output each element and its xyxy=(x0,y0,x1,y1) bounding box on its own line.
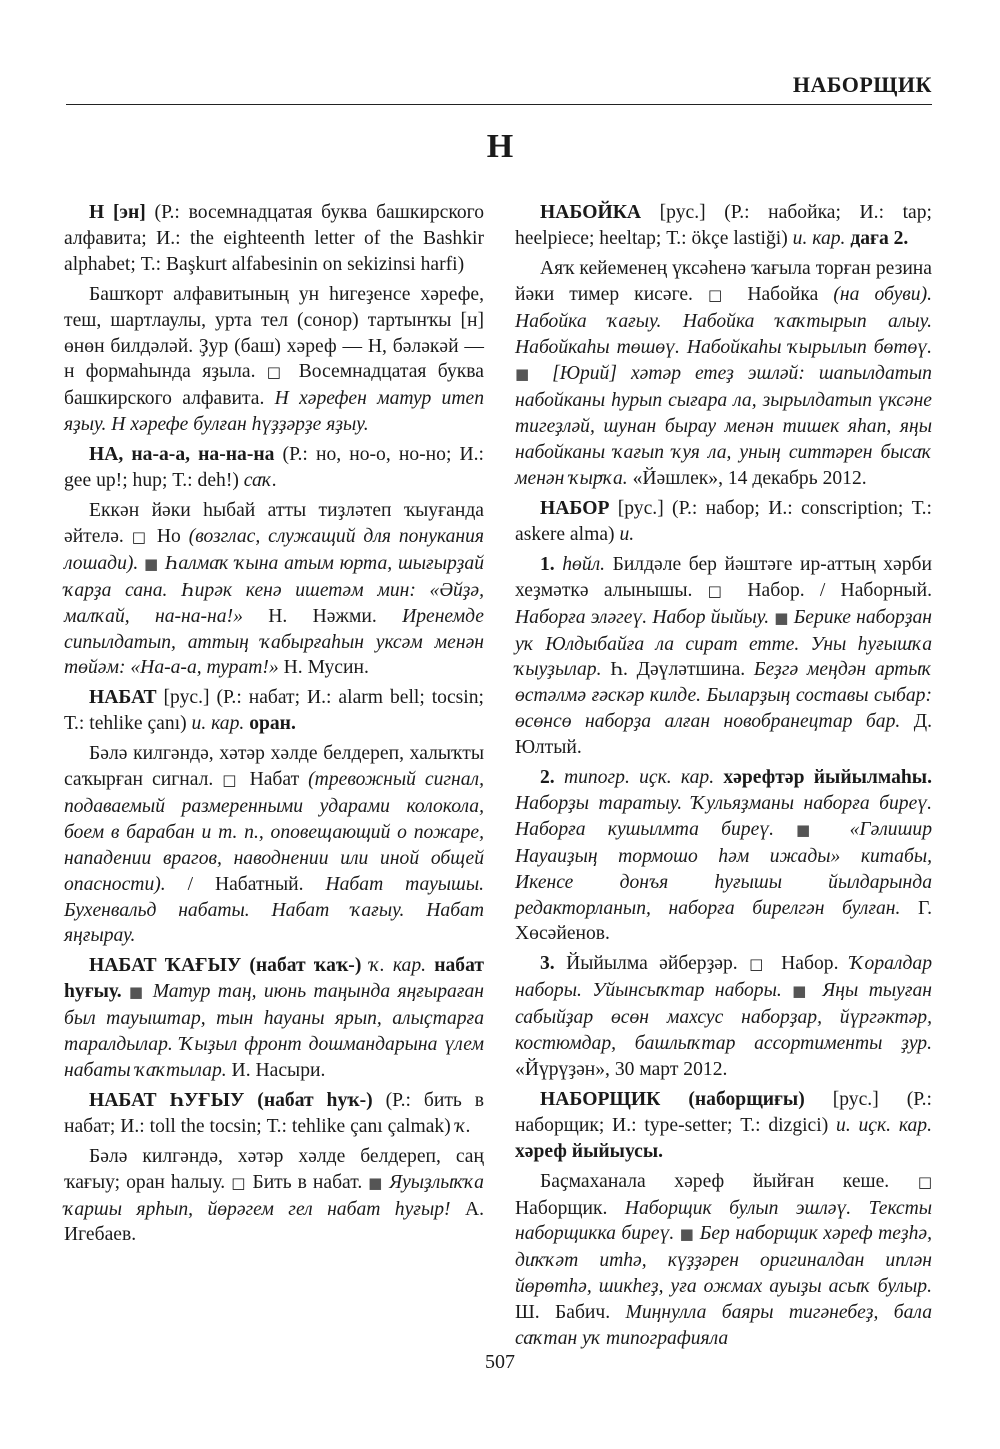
italic-text: Иренемде сипылдатып, аттың ҡабырғаһын уксәм менән төйәм: «На-а-а, турат!» xyxy=(64,605,484,679)
text-run: Һ. Дәүләтшина. xyxy=(601,659,754,681)
filled-square-marker-icon: ■ xyxy=(515,365,553,384)
text-run: Восемнадцатая буква башкирского алфавита. xyxy=(64,361,484,410)
italic-text: Беҙгә меңдән артыҡ өстәлмә ғәскәр килде. Быларҙың составы сыбар: өсөнсө наборҙа алған новобранецтар бар. xyxy=(515,659,932,733)
square-marker-icon: □ xyxy=(231,1173,247,1192)
text-run: Билдәле бер йәштәге ир-аттың хәрби хеҙмәткә алынышы. xyxy=(515,553,932,601)
text-run: Ш. Бабич. xyxy=(515,1302,626,1324)
headword-text: НАБАТ ҺУҒЫУ (набат һуҡ-) xyxy=(89,1089,373,1111)
headword-text: 2. xyxy=(540,767,555,789)
italic-text: [Юрий] хәтәр етеҙ эшләй: шапылдатып набойканы һурып сығара ла, зырылдатып үксәне тигеҙләй, шунан бырау менән тишек яһап, яңы набойканы ҡағып ҡуя ла, уның ситтәрен бысаҡ менән ҡырҡа. xyxy=(515,363,932,490)
square-marker-icon: □ xyxy=(707,581,733,600)
italic-text: һөйл. xyxy=(562,553,606,575)
entry-nabat xyxy=(64,685,484,737)
italic-text: (возглас, служащий для понукания лошади). xyxy=(64,525,484,574)
headword-text: НАБОРЩИК (наборщиғы) xyxy=(540,1088,805,1110)
italic-text: ҡ. кар. xyxy=(369,955,427,977)
italic-text: Яуыҙлыҡҡа ҡаршы ярһып, йөрәгем гел набат һуғыр! xyxy=(64,1171,484,1220)
text-run: Набор. xyxy=(769,953,850,975)
nabor-sense-2 xyxy=(515,765,932,947)
text-run: Н. Нәжми. xyxy=(242,605,403,627)
text-run: (Р.: восемнадцатая буква башкирского алфавита; И.: the eighteenth letter of the Bashkir alphabet; Т.: Başkurt alfabesinin on sekizinsi harfi) xyxy=(64,202,484,275)
running-head: НАБОРЩИК xyxy=(792,72,932,97)
headword-text: НАБОЙКА xyxy=(540,202,642,223)
square-marker-icon: □ xyxy=(266,363,288,382)
entry-naboyka xyxy=(515,200,932,252)
italic-text: Берике наборҙан уҡ Юлдыбайға ла сират етте. Уны һуғышҡа ҡыуҙылар. xyxy=(515,606,932,681)
entry-nabat-hugyu xyxy=(64,1088,484,1140)
headword-text: хәрефтәр йыйылмаһы. xyxy=(714,767,933,789)
italic-text: (на обуви). Набойка ҡағыу. Набойка ҡаҡтырып алыу. Набойкаһы төшөү. Набойкаһы ҡырылып бөтөү. xyxy=(515,283,932,358)
filled-square-marker-icon: ■ xyxy=(769,608,794,627)
headword-text: НАБОР xyxy=(540,497,610,519)
text-run: «Йәшлек», 14 декабрь 2012. xyxy=(627,468,867,490)
text-run: Набор. / Наборный. xyxy=(732,579,932,601)
text-run: Но xyxy=(148,525,189,547)
headword-text: НА, на-а-а, на-на-на xyxy=(89,444,275,466)
right-column xyxy=(515,198,932,1356)
square-marker-icon: □ xyxy=(131,527,149,546)
text-run: Башҡорт алфавитының ун һигеҙенсе хәрефе, теш, шартлаулы, урта тел (сонор) тартынҡы [н] өнөн билдәләй. Ҙур (баш) хәреф — Н, бәләкәй — н формаһында яҙыла. xyxy=(64,283,484,383)
italic-text: и. xyxy=(619,523,635,545)
definition-nabat-hugyu xyxy=(64,1144,484,1249)
entry-naborshchik xyxy=(515,1087,932,1165)
headword-text: набат һуғыу. xyxy=(64,955,484,1003)
text-run: [рус.] (Р.: набойка; И.: tap; heelpiece; heeltap; Т.: ökçe lastiği) xyxy=(515,202,932,249)
text-run: Еккән йәки һыбай атты тиҙләтеп ҡыуғанда әйтелә. xyxy=(64,499,484,547)
italic-text: Наборҙы таратыу. Ҡульяҙманы наборға биреү. Наборға кушылмта биреү. xyxy=(515,792,932,840)
entry-nabat-kagyu xyxy=(64,953,484,1084)
text-run: Бәлә килгәндә, хәтәр хәлде белдереп, халыҡты саҡырған сигнал. xyxy=(64,743,484,791)
filled-square-marker-icon: ■ xyxy=(362,1173,390,1192)
text-run: [рус.] (Р.: набор; И.: conscription; Т.: askere alma) xyxy=(515,497,932,545)
text-run: Набат xyxy=(240,769,309,791)
square-marker-icon: □ xyxy=(749,955,770,974)
text-run: «Йүрүҙән», 30 март 2012. xyxy=(515,1059,728,1080)
entry-n xyxy=(64,200,484,278)
nabor-sense-3 xyxy=(515,951,932,1083)
headword-text: оран. xyxy=(244,713,296,735)
headword-text: НАБАТ ҠАҒЫУ (набат ҡаҡ-) xyxy=(89,955,362,977)
filled-square-marker-icon: ■ xyxy=(121,983,153,1002)
text-run: Йыйылма әйберҙәр. xyxy=(554,953,750,975)
italic-text: «Гәлишир Науаиҙың тормошо һәм ижады» китабы, Икенсе донъя һуғышы йылдарында редакторланып, наборға бирелгән булған. xyxy=(515,818,932,919)
italic-text: Миңнулла баяры тигәнебеҙ, бала саҡтан уҡ типографияла xyxy=(515,1302,932,1350)
text-run: Н. Мусин. xyxy=(278,657,369,679)
text-run: А. Игебаев. xyxy=(64,1198,484,1246)
definition-naborshchik xyxy=(515,1169,932,1352)
text-run: Бить в набат. xyxy=(246,1171,363,1193)
italic-text: Наборщик булып эшләү. Тексты наборщикка биреү. xyxy=(515,1197,932,1245)
definition-na xyxy=(64,498,484,681)
text-run: И. Насыри. xyxy=(226,1060,326,1081)
italic-text: Ҡоралдар наборы. Уйынсыҡтар наборы. xyxy=(515,953,932,1002)
square-marker-icon: □ xyxy=(222,771,241,790)
text-run: Наборщик. xyxy=(515,1197,625,1219)
text-run: Г. Хөсәйенов. xyxy=(515,897,932,945)
text-run: Д. Юлтый. xyxy=(515,711,932,759)
filled-square-marker-icon: ■ xyxy=(773,820,850,839)
filled-square-marker-icon: ■ xyxy=(138,554,165,573)
definition-n xyxy=(64,282,484,438)
headword-text: 3. xyxy=(540,953,555,975)
italic-text: Һалмаҡ ҡына атым юрта, шығырҙай ҡарҙа сана. Һирәк кенә ишетәм мин: «Әйҙә, малҡай, на-на-на!» xyxy=(64,552,484,627)
text-run: Аяҡ кейеменең үксәһенә ҡағыла торған резина йәки тимер кисәге. xyxy=(515,257,932,305)
square-marker-icon: □ xyxy=(917,1172,932,1191)
left-column xyxy=(64,198,484,1252)
text-run xyxy=(555,767,564,788)
italic-text: и. кар. xyxy=(191,713,245,735)
definition-naboyka xyxy=(515,256,932,492)
text-run: [рус.] (Р.: набат; И.: alarm bell; tocsin; Т.: tehlike çanı) xyxy=(64,687,484,735)
definition-nabat xyxy=(64,741,484,949)
italic-text: ҡ. xyxy=(455,1115,471,1137)
filled-square-marker-icon: ■ xyxy=(674,1225,700,1244)
text-run xyxy=(361,955,369,976)
italic-text: Бер наборщик хәреф теҙһә, диҡҡәт итһә, күҙҙәрен оригиналдан иплән йөрөтһә, шикһеҙ, уға ожмах ауыҙы асыҡ булыр. xyxy=(515,1223,932,1298)
italic-text: Матур таң, июнь таңында яңғыраған был тауыштар, тын һауаны ярып, алыҫтарға таралдылар. Ҡыҙыл фронт дошмандарына үлем набаты ҡаҡтылар. xyxy=(64,981,484,1081)
text-run: (Р.: но, но-о, но-но; И.: gee up!; hup; Т.: deh!) xyxy=(64,444,484,492)
text-run: Бәлә килгәндә, хәтәр хәлде белдереп, саң ҡағыу; оран һалыу. xyxy=(64,1145,484,1193)
square-marker-icon: □ xyxy=(707,285,733,304)
header-rule xyxy=(66,104,932,105)
italic-text: Набат тауышы. Бухенвальд набаты. Набат ҡағыу. Набат яңғырау. xyxy=(64,873,485,947)
text-run: (Р.: бить в набат; И.: toll the tocsin; Т.: tehlike çanı çalmak) xyxy=(64,1089,485,1137)
italic-text: саҡ. xyxy=(243,470,277,492)
italic-text: и. иҫк. кар. xyxy=(836,1114,932,1136)
page-number: 507 xyxy=(485,1351,515,1373)
entry-nabor xyxy=(515,496,932,548)
italic-text: Яңы тыуған сабыйҙар өсөн махсус наборҙар, йүргәктәр, костюмдар, башлыҡтар ассортименты ҙур. xyxy=(515,980,933,1055)
headword-text: хәреф йыйыусы. xyxy=(515,1140,664,1162)
section-letter: Н xyxy=(486,128,514,165)
italic-text: типогр. иҫк. кар. xyxy=(563,767,715,789)
entry-na xyxy=(64,442,484,494)
text-run: Набойка xyxy=(732,283,834,305)
headword-text: Н [эн] xyxy=(89,202,146,223)
italic-text: Н хәрефен матур итеп яҙыу. Н хәрефе булған һүҙҙәрҙе яҙыу. xyxy=(64,388,485,436)
text-run: [рус.] (Р.: наборщик; И.: type-setter; Т.: dizgici) xyxy=(515,1088,933,1136)
nabor-sense-1 xyxy=(515,552,932,761)
headword-text: 1. xyxy=(540,553,555,575)
italic-text: и. кар. xyxy=(792,227,846,249)
headword-text: НАБАТ xyxy=(89,687,157,709)
headword-text: даға 2. xyxy=(845,227,909,249)
italic-text: Наборға эләгеү. Набор йыйыу. xyxy=(515,606,770,628)
text-run: / Набатный. xyxy=(165,873,326,895)
italic-text: (тревожный сигнал, подаваемый размеренными ударами колокола, боем в барабан и т. п., оповещающий о пожаре, нападении врагов, наводнении или иной общей опасности). xyxy=(64,769,484,895)
filled-square-marker-icon: ■ xyxy=(781,982,823,1001)
text-run: Баҫмаханала хәреф йыйған кеше. xyxy=(540,1170,918,1192)
